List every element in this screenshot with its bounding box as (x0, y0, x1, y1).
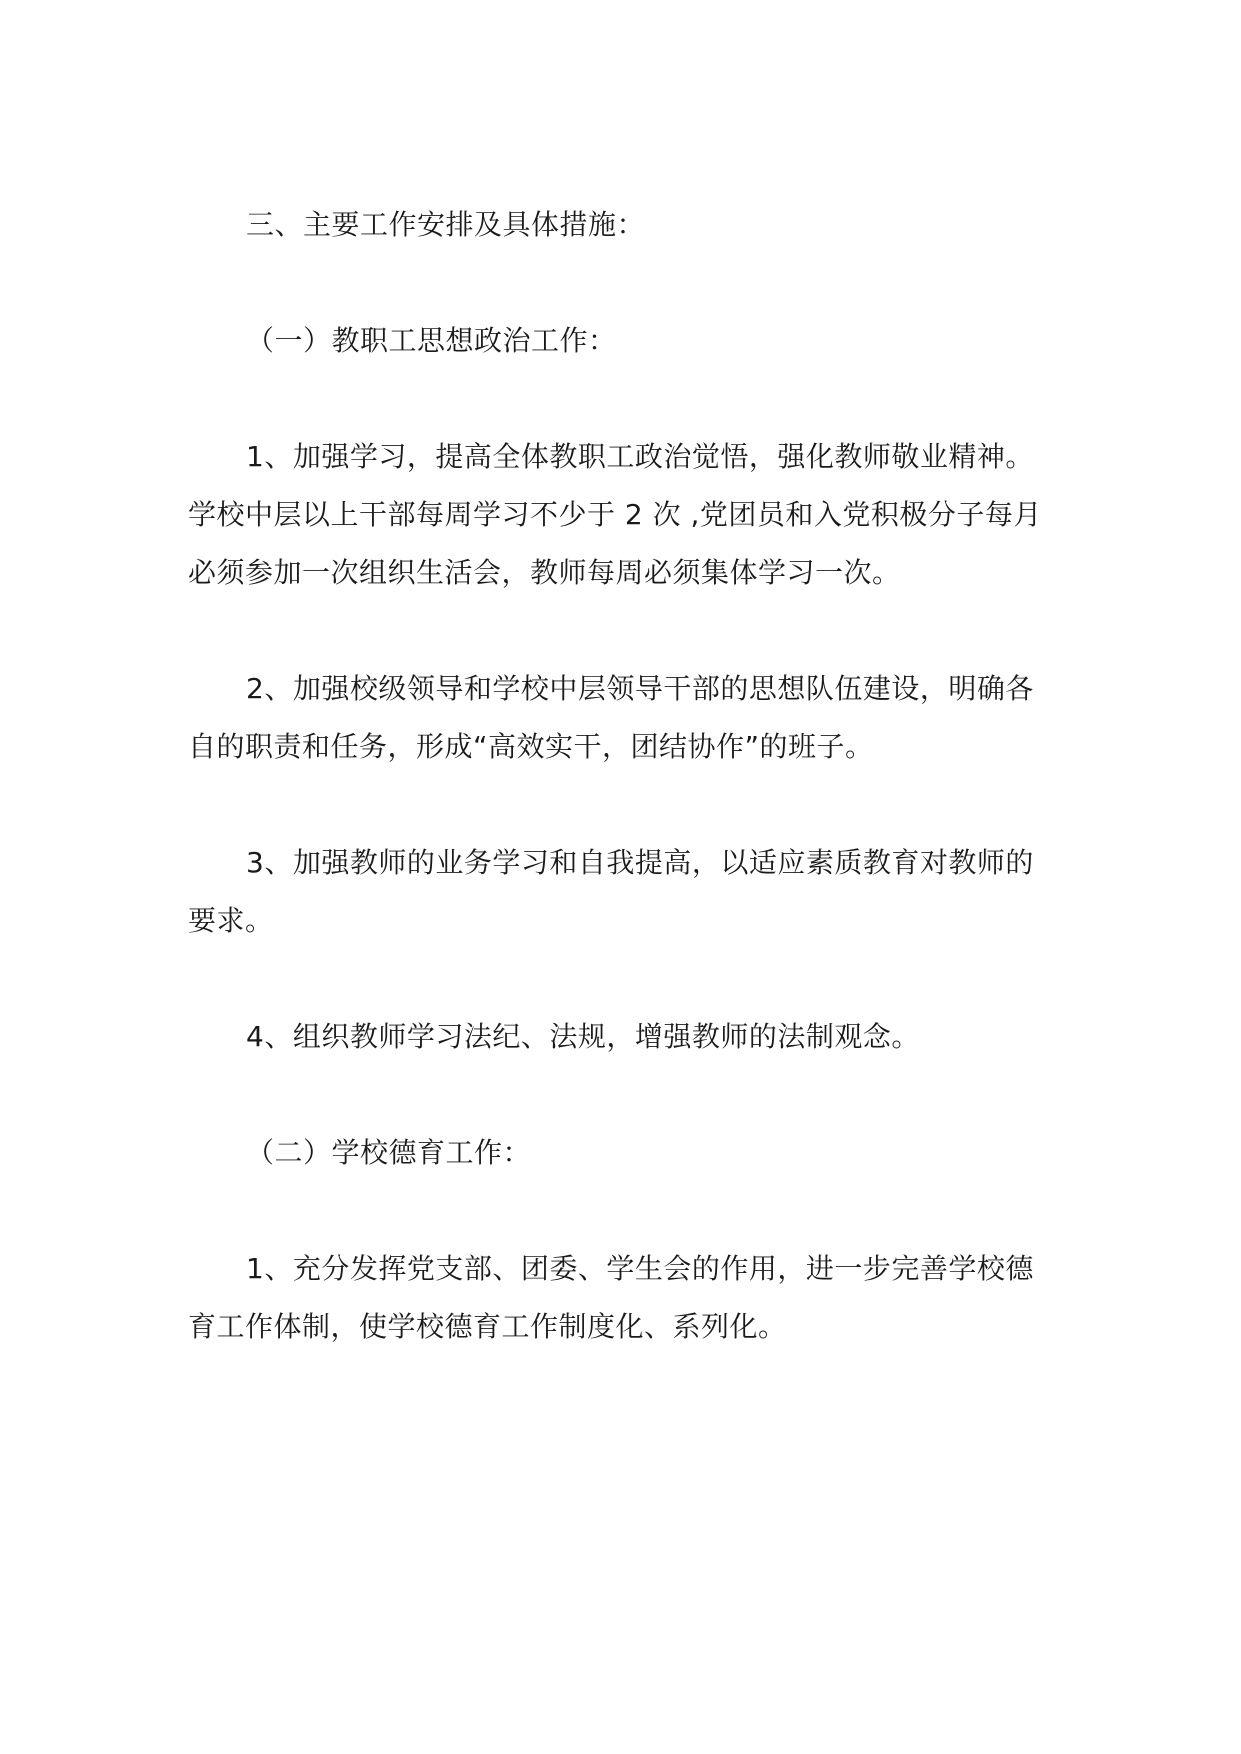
text-line (188, 1240, 1058, 1298)
paragraph-text: 4、组织教师学习法纪、法规，增强教师的法制观念。 (246, 1020, 920, 1053)
text-line: 必须参加一次组织生活会，教师每周必须集体学习一次。 (188, 556, 901, 589)
text-line: 学校中层以上干部每周学习不少于 2 次 ,党团员和入党积极分子每月 (188, 498, 1042, 531)
paragraph-item-3 (188, 834, 1058, 950)
paragraph-item-2 (188, 660, 1058, 776)
text-line (188, 312, 1058, 370)
paragraph-item-4 (188, 1008, 1058, 1066)
heading-text: （二）学校德育工作： (246, 1136, 532, 1169)
text-line: 育工作体制，使学校德育工作制度化、系列化。 (188, 1310, 787, 1343)
text-line: 自的职责和任务，形成“高效实干，团结协作”的班子。 (188, 730, 874, 763)
text-line (188, 660, 1058, 718)
text-line (188, 1124, 1058, 1182)
paragraph-text: 3、加强教师的业务学习和自我提高，以适应素质教育对教师的 (246, 846, 1034, 879)
text-line (188, 834, 1058, 892)
paragraph-text: 2、加强校级领导和学校中层领导干部的思想队伍建设，明确各 (246, 672, 1034, 705)
paragraph-item-5 (188, 1240, 1058, 1356)
paragraph-text: 1、充分发挥党支部、团委、学生会的作用，进一步完善学校德 (246, 1252, 1034, 1285)
section-heading-3 (188, 196, 1058, 254)
text-line (188, 428, 1058, 486)
subsection-heading-2 (188, 1124, 1058, 1182)
heading-text: （一）教职工思想政治工作： (246, 324, 617, 357)
text-line (188, 196, 1058, 254)
paragraph-text: 1、加强学习，提高全体教职工政治觉悟，强化教师敬业精神。 (246, 440, 1034, 473)
paragraph-item-1 (188, 428, 1058, 602)
heading-text: 三、主要工作安排及具体措施： (246, 208, 646, 241)
text-line (188, 1008, 1058, 1066)
text-line: 要求。 (188, 904, 274, 937)
subsection-heading-1 (188, 312, 1058, 370)
